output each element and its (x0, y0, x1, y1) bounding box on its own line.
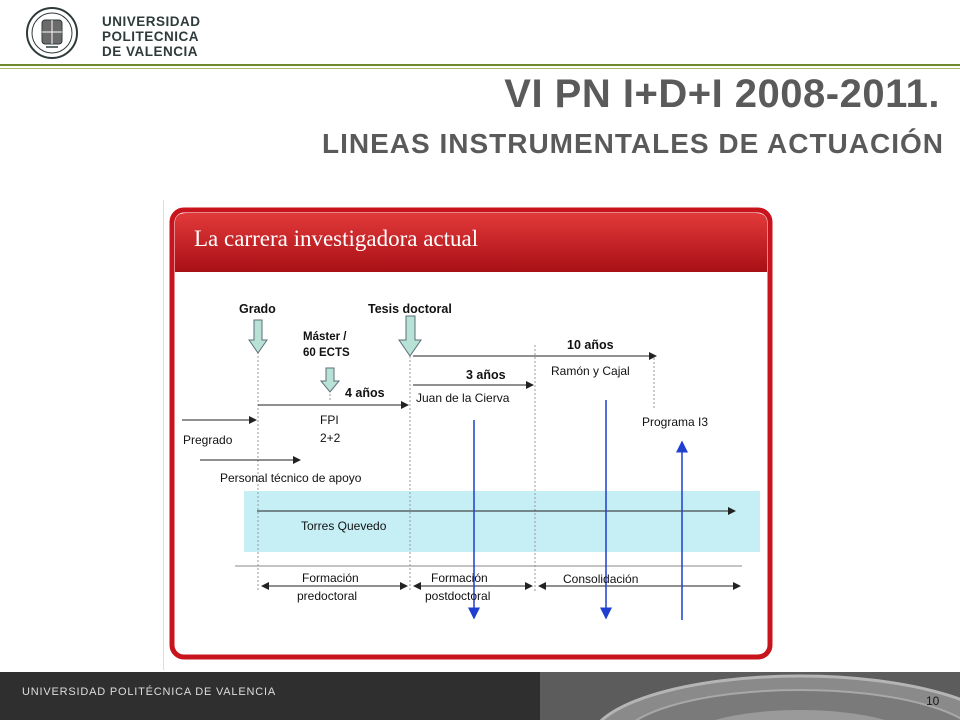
label-juan-cierva: Juan de la Cierva (416, 391, 510, 405)
label-fpi: FPI (320, 413, 339, 427)
panel-title: La carrera investigadora actual (194, 226, 479, 251)
label-pregrado: Pregrado (183, 433, 233, 447)
footer-institution: UNIVERSIDAD POLITÉCNICA DE VALENCIA (22, 686, 276, 698)
label-ten-years: 10 años (567, 338, 614, 352)
label-fpi-2: 2+2 (320, 431, 341, 445)
label-master-1: Máster / (303, 331, 347, 343)
label-grado: Grado (239, 302, 276, 316)
label-personal-tecnico: Personal técnico de apoyo (220, 471, 362, 485)
label-programa-i3: Programa I3 (642, 415, 709, 429)
university-line1: UNIVERSIDAD (102, 14, 201, 29)
label-tesis: Tesis doctoral (368, 302, 452, 316)
label-master-2: 60 ECTS (303, 347, 350, 359)
label-predoctoral-1: Formación (302, 571, 359, 585)
label-four-years: 4 años (345, 386, 385, 400)
label-consolidacion: Consolidación (563, 572, 639, 586)
slide-title: VI PN I+D+I 2008-2011. (504, 72, 940, 116)
slide-subtitle: LINEAS INSTRUMENTALES DE ACTUACIÓN (322, 128, 944, 159)
seal-watermark-icon (540, 672, 960, 720)
label-three-years: 3 años (466, 368, 506, 382)
university-line2: POLITECNICA (102, 29, 200, 44)
label-ramon-cajal: Ramón y Cajal (551, 364, 630, 378)
page-number: 10 (926, 694, 940, 708)
label-postdoctoral-2: postdoctoral (425, 589, 491, 603)
label-torres-quevedo: Torres Quevedo (301, 519, 387, 533)
label-predoctoral-2: predoctoral (297, 589, 358, 603)
label-postdoctoral-1: Formación (431, 571, 488, 585)
university-line3: DE VALENCIA (102, 44, 199, 59)
